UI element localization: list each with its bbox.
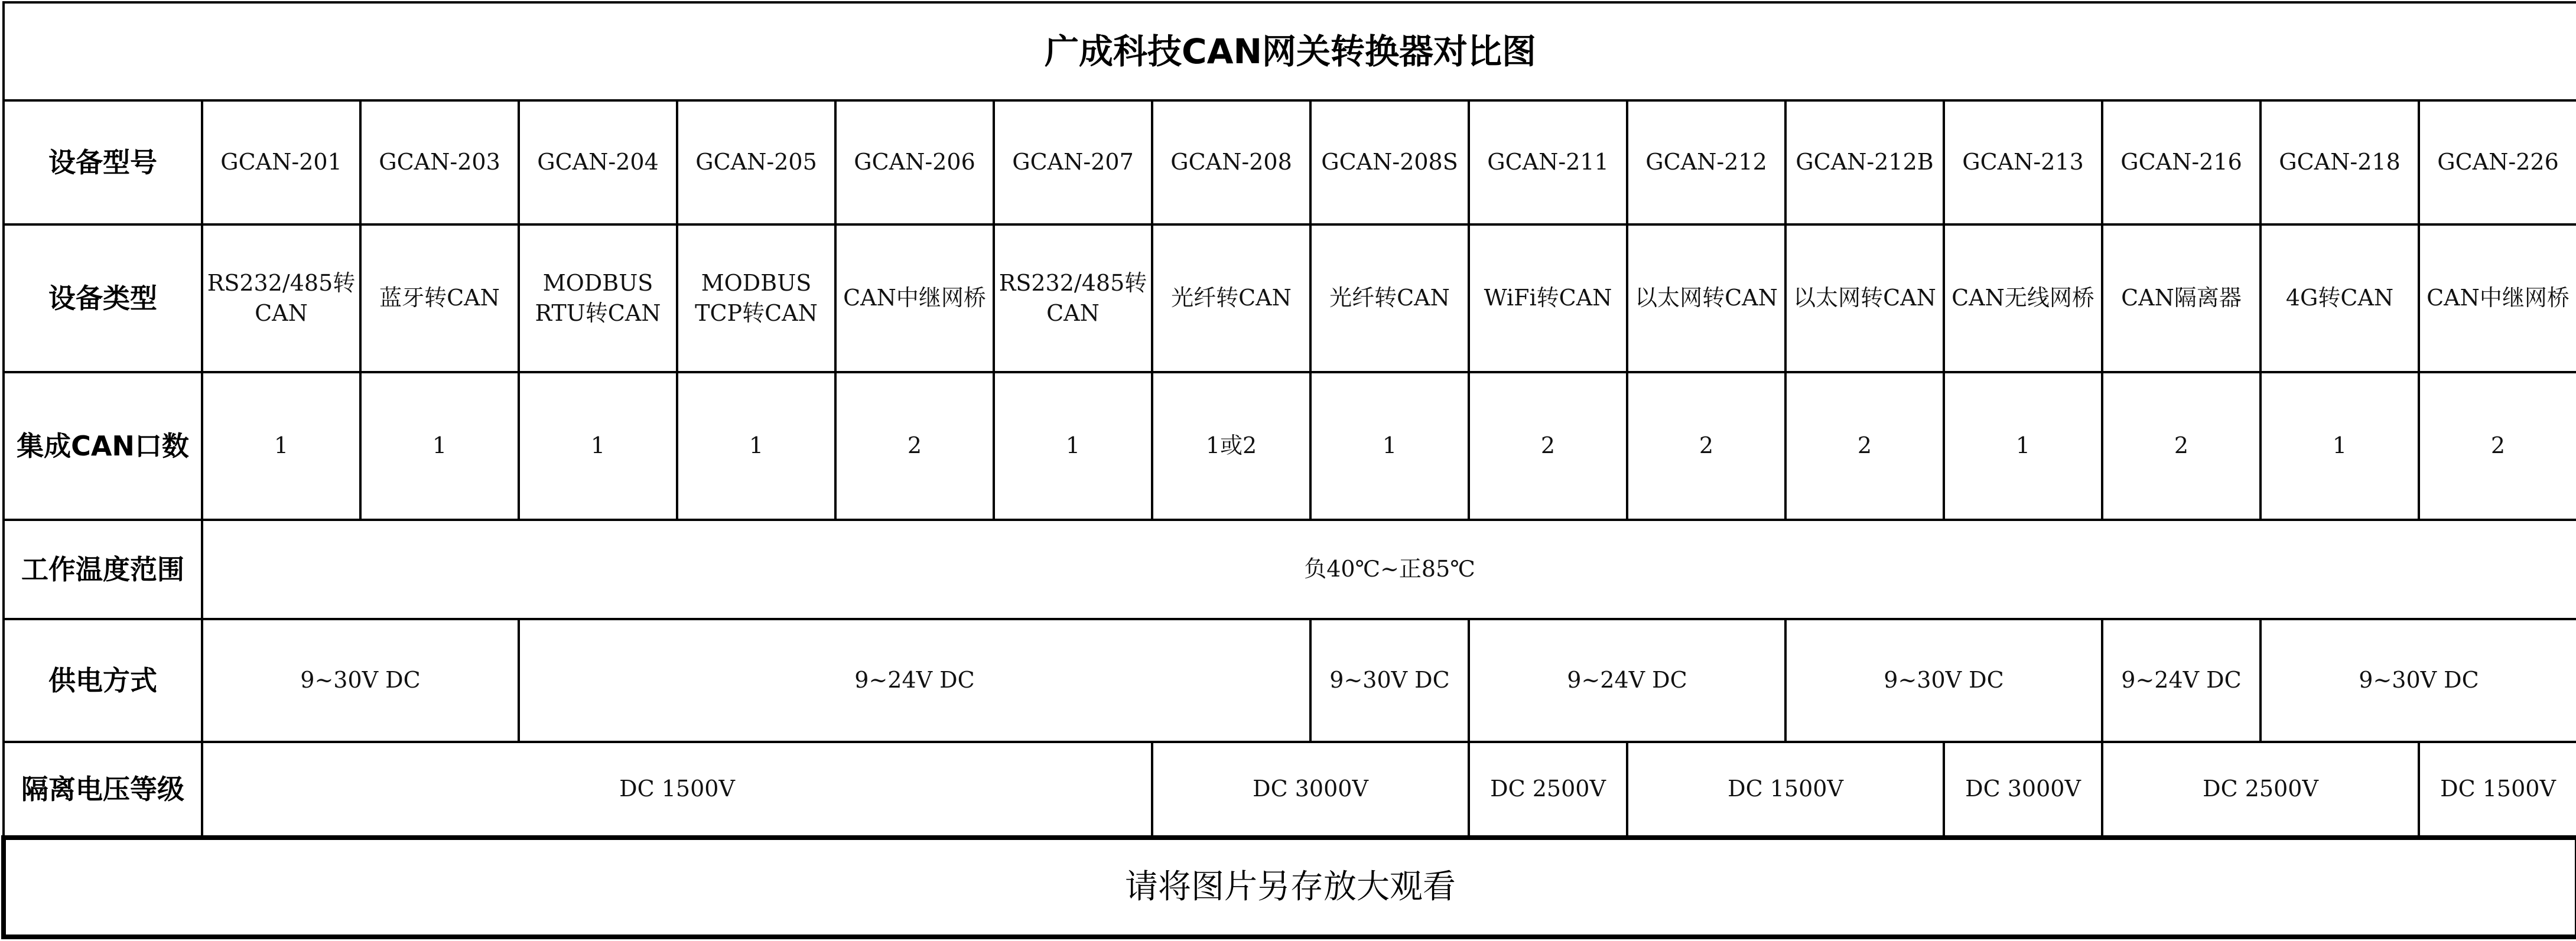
can-ports-cell: 2 [1469,372,1627,520]
isolation-cell: DC 3000V [1944,742,2102,838]
row-header-temp: 工作温度范围 [4,520,202,619]
can-ports-cell: 1 [519,372,677,520]
type-cell: RS232/485转CAN [994,224,1152,372]
row-header-power: 供电方式 [4,619,202,742]
can-ports-cell: 2 [1785,372,1944,520]
can-ports-cell: 1 [1310,372,1469,520]
row-header-model: 设备型号 [4,100,202,224]
type-cell: 以太网转CAN [1785,224,1944,372]
page-title: 广成科技CAN网关转换器对比图 [4,2,2576,100]
type-cell: CAN中继网桥 [835,224,994,372]
temp-row [4,520,2576,619]
can-ports-cell: 1 [1944,372,2102,520]
isolation-cell: DC 2500V [1469,742,1627,838]
can-ports-cell: 2 [835,372,994,520]
can-ports-cell: 1 [677,372,835,520]
type-cell: CAN无线网桥 [1944,224,2102,372]
type-cell: 光纤转CAN [1310,224,1469,372]
comparison-table [1,1,2576,939]
type-cell: RS232/485转CAN [202,224,360,372]
power-cell: 9~30V DC [202,619,519,742]
power-cell: 9~30V DC [1785,619,2102,742]
can-ports-cell: 1 [994,372,1152,520]
model-cell: GCAN-213 [1944,100,2102,224]
can-ports-cell: 1 [202,372,360,520]
power-cell: 9~24V DC [1469,619,1785,742]
model-cell: GCAN-211 [1469,100,1627,224]
power-cell: 9~30V DC [2260,619,2576,742]
can-ports-cell: 2 [1627,372,1785,520]
type-cell: 4G转CAN [2260,224,2419,372]
can-ports-cell: 2 [2419,372,2576,520]
can-ports-row [4,372,2576,520]
model-cell: GCAN-207 [994,100,1152,224]
row-header-isolation: 隔离电压等级 [4,742,202,838]
model-cell: GCAN-203 [360,100,519,224]
power-cell: 9~30V DC [1310,619,1469,742]
temp-range-cell: 负40℃~正85℃ [202,520,2576,619]
model-cell: GCAN-204 [519,100,677,224]
model-cell: GCAN-212B [1785,100,1944,224]
type-cell: WiFi转CAN [1469,224,1627,372]
isolation-cell: DC 1500V [202,742,1152,838]
power-cell: 9~24V DC [519,619,1310,742]
type-row [4,224,2576,372]
isolation-cell: DC 3000V [1152,742,1469,838]
can-ports-cell: 1 [360,372,519,520]
model-row [4,100,2576,224]
isolation-cell: DC 1500V [2419,742,2576,838]
power-cell: 9~24V DC [2102,619,2260,742]
model-cell: GCAN-208S [1310,100,1469,224]
model-cell: GCAN-218 [2260,100,2419,224]
row-header-type: 设备类型 [4,224,202,372]
row-header-can-ports: 集成CAN口数 [4,372,202,520]
type-cell: MODBUS RTU转CAN [519,224,677,372]
type-cell: 以太网转CAN [1627,224,1785,372]
type-cell: 蓝牙转CAN [360,224,519,372]
footer-row [4,838,2576,937]
model-cell: GCAN-201 [202,100,360,224]
type-cell: CAN隔离器 [2102,224,2260,372]
model-cell: GCAN-212 [1627,100,1785,224]
model-cell: GCAN-205 [677,100,835,224]
isolation-row [4,742,2576,838]
model-cell: GCAN-216 [2102,100,2260,224]
footer-note: 请将图片另存放大观看 [4,838,2576,937]
title-row [4,2,2576,100]
isolation-cell: DC 1500V [1627,742,1944,838]
type-cell: CAN中继网桥 [2419,224,2576,372]
can-ports-cell: 1或2 [1152,372,1310,520]
type-cell: MODBUS TCP转CAN [677,224,835,372]
model-cell: GCAN-226 [2419,100,2576,224]
can-ports-cell: 1 [2260,372,2419,520]
can-ports-cell: 2 [2102,372,2260,520]
model-cell: GCAN-206 [835,100,994,224]
isolation-cell: DC 2500V [2102,742,2419,838]
model-cell: GCAN-208 [1152,100,1310,224]
type-cell: 光纤转CAN [1152,224,1310,372]
power-row [4,619,2576,742]
